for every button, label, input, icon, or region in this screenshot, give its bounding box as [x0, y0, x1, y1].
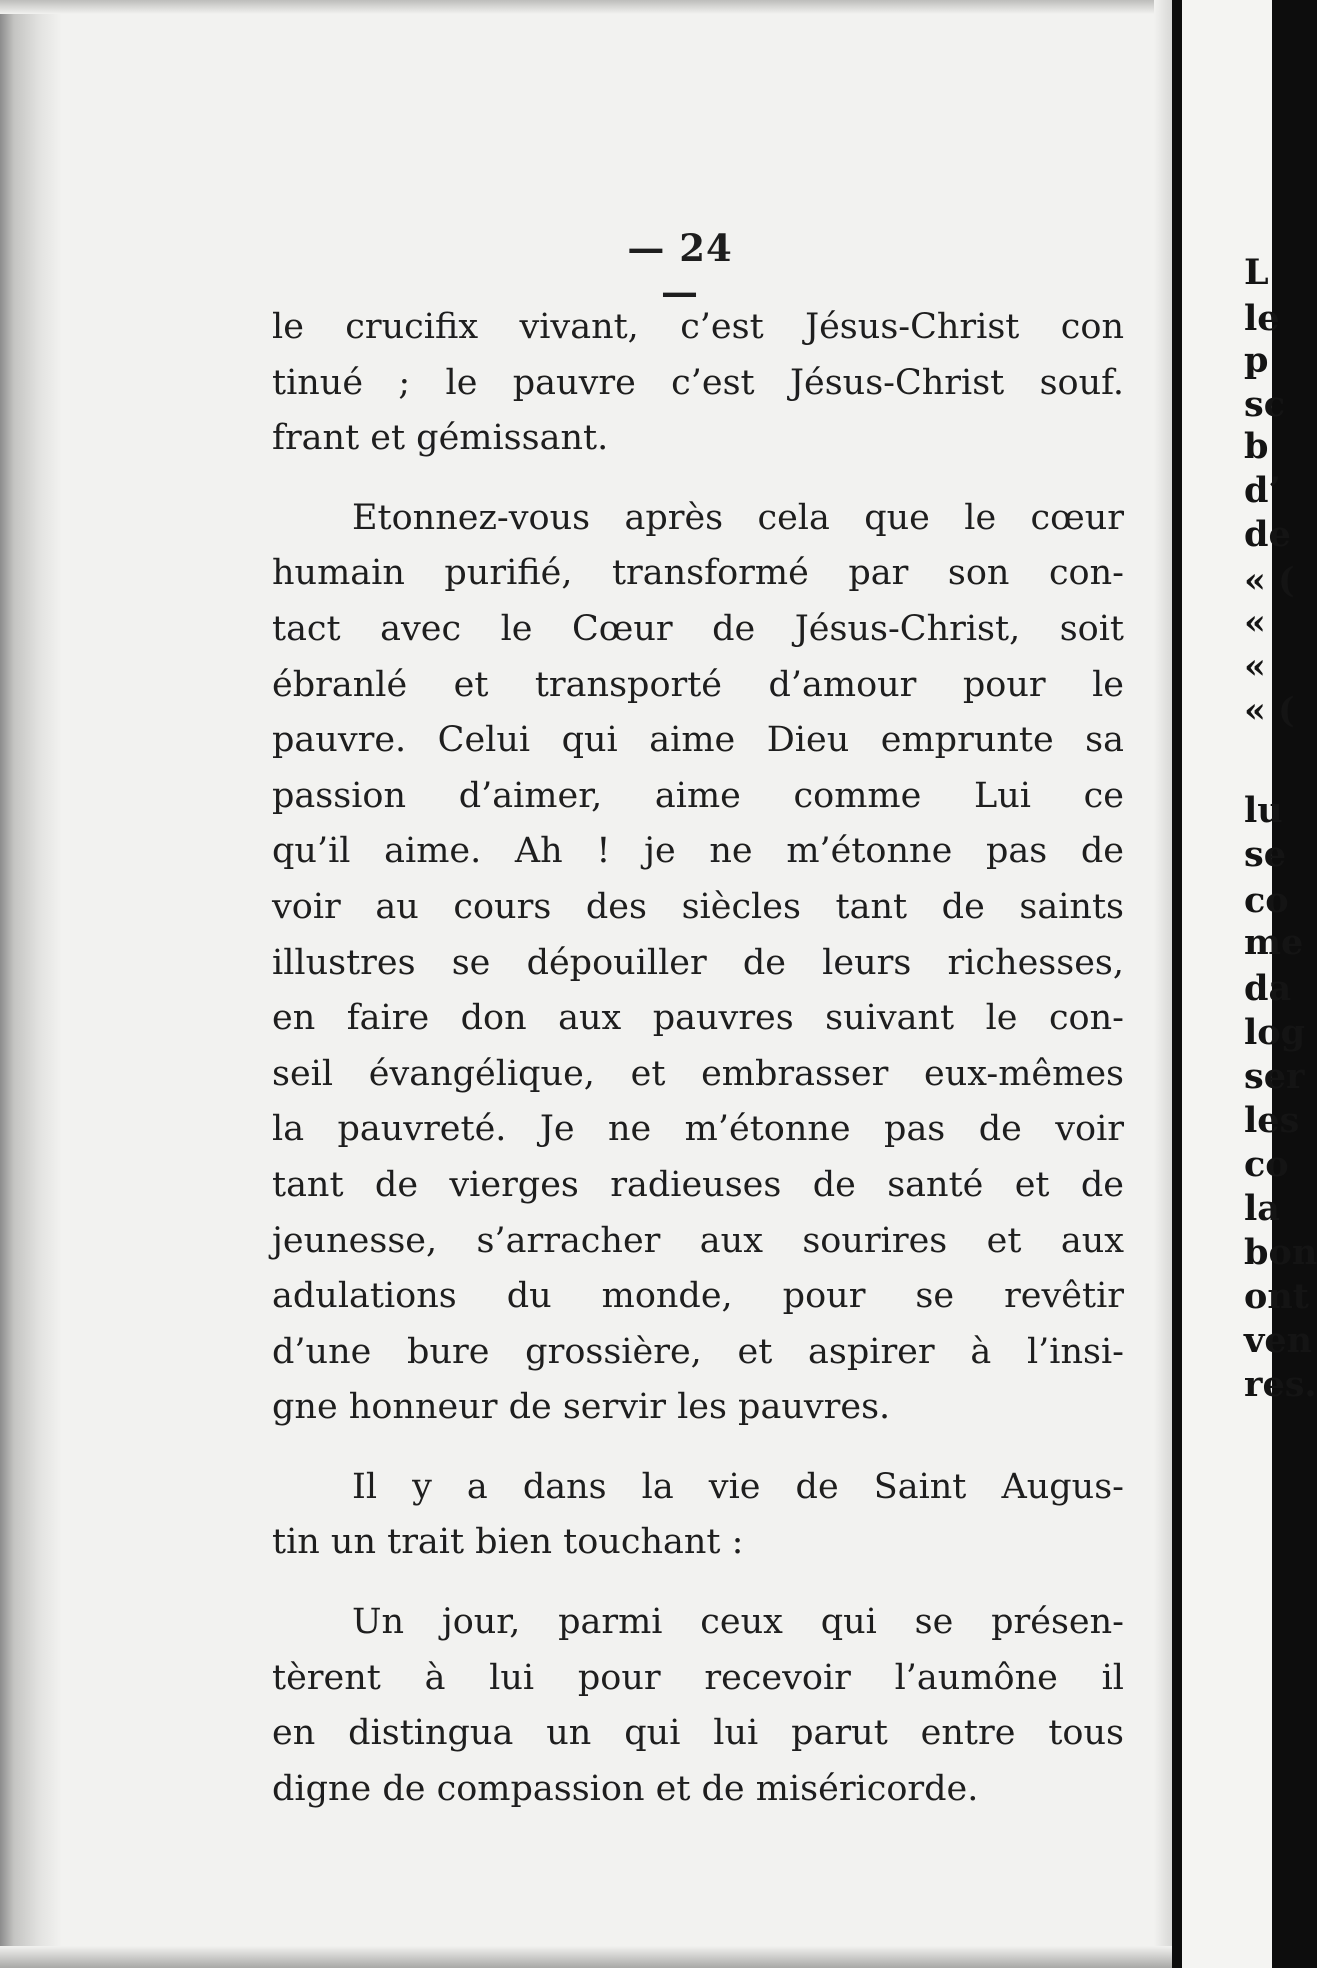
text-line: Un jour, parmi ceux qui se présen-: [352, 1602, 1124, 1643]
facing-page-line-fragment: me: [1244, 922, 1304, 963]
text-line: illustres se dépouiller de leurs richesses,: [272, 942, 1124, 983]
binding-shadow: [0, 0, 62, 1968]
paragraph: [272, 491, 1124, 1436]
page-top-edge: [0, 0, 1172, 14]
paragraph: [272, 300, 1124, 467]
facing-page-line-fragment: « (: [1244, 560, 1295, 601]
text-line: seil évangélique, et embrasser eux-mêmes: [272, 1053, 1124, 1094]
facing-page-line-fragment: res.: [1244, 1364, 1317, 1405]
facing-page-line-fragment: co: [1244, 880, 1289, 921]
text-line: Etonnez-vous après cela que le cœur: [352, 497, 1124, 538]
text-line: en faire don aux pauvres suivant le con-: [272, 998, 1124, 1039]
text-line: tèrent à lui pour recevoir l’aumône il: [272, 1657, 1124, 1698]
text-line: tact avec le Cœur de Jésus-Christ, soit: [272, 608, 1124, 649]
text-line: humain purifié, transformé par son con-: [272, 553, 1124, 594]
facing-page-line-fragment: ven: [1244, 1320, 1313, 1361]
facing-page-fragment: [1182, 0, 1317, 1968]
facing-page-line-fragment: le: [1244, 298, 1280, 339]
paragraph-gap: [272, 467, 1124, 491]
facing-page-line-fragment: ser: [1244, 1056, 1305, 1097]
text-line: adulations du monde, pour se revêtir: [272, 1276, 1124, 1317]
facing-page-line-fragment: «: [1244, 602, 1266, 643]
facing-page-line-fragment: de: [1244, 514, 1291, 555]
text-line: frant et gémissant.: [272, 418, 609, 459]
text-line: d’une bure grossière, et aspirer à l’insi-: [272, 1331, 1124, 1372]
text-line: Il y a dans la vie de Saint Augus-: [352, 1466, 1124, 1507]
text-line: passion d’aimer, aime comme Lui ce: [272, 775, 1124, 816]
text-line: digne de compassion et de miséricorde.: [272, 1768, 979, 1809]
facing-page-line-fragment: « (: [1244, 690, 1295, 731]
page-right-edge: [1154, 0, 1172, 1968]
facing-page-line-fragment: log: [1244, 1012, 1306, 1053]
text-line: tant de vierges radieuses de santé et de: [272, 1164, 1124, 1205]
text-line: en distingua un qui lui parut entre tous: [272, 1713, 1124, 1754]
facing-page-line-fragment: d’: [1244, 470, 1281, 511]
text-line: pauvre. Celui qui aime Dieu emprunte sa: [272, 720, 1124, 761]
facing-page-line-fragment: L: [1244, 252, 1269, 293]
text-line: gne honneur de servir les pauvres.: [272, 1387, 891, 1428]
text-line: tin un trait bien touchant :: [272, 1522, 744, 1563]
facing-page-line-fragment: p: [1244, 340, 1269, 381]
paragraph: [272, 1460, 1124, 1571]
facing-page-line-fragment: «: [1244, 646, 1266, 687]
facing-page-line-fragment: ont: [1244, 1276, 1309, 1317]
facing-page-line-fragment: da: [1244, 968, 1292, 1009]
facing-page-line-fragment: co: [1244, 1144, 1289, 1185]
text-line: qu’il aime. Ah ! je ne m’étonne pas de: [272, 831, 1124, 872]
facing-page-line-fragment: bon: [1244, 1232, 1317, 1273]
text-line: jeunesse, s’arracher aux sourires et aux: [272, 1220, 1124, 1261]
facing-page-line-fragment: sc: [1244, 384, 1286, 425]
text-line: ébranlé et transporté d’amour pour le: [272, 664, 1124, 705]
facing-page-line-fragment: se: [1244, 834, 1286, 875]
facing-page-line-fragment: lu: [1244, 790, 1283, 831]
text-line: le crucifix vivant, c’est Jésus-Christ con: [272, 307, 1124, 347]
facing-page-line-fragment: les: [1244, 1100, 1300, 1141]
facing-page-line-fragment: b: [1244, 426, 1269, 467]
paragraph-gap: [272, 1571, 1124, 1595]
paragraph-gap: [272, 1436, 1124, 1460]
text-line: tinué ; le pauvre c’est Jésus-Christ souf.: [272, 362, 1124, 403]
paragraph: [272, 1595, 1124, 1817]
page-bottom-edge: [0, 1946, 1172, 1968]
page-number: — 24 —: [627, 226, 733, 314]
page-body-text: [272, 300, 1124, 1817]
text-line: la pauvreté. Je ne m’étonne pas de voir: [272, 1109, 1124, 1150]
text-line: voir au cours des siècles tant de saints: [272, 886, 1124, 927]
facing-page-line-fragment: la: [1244, 1188, 1280, 1229]
